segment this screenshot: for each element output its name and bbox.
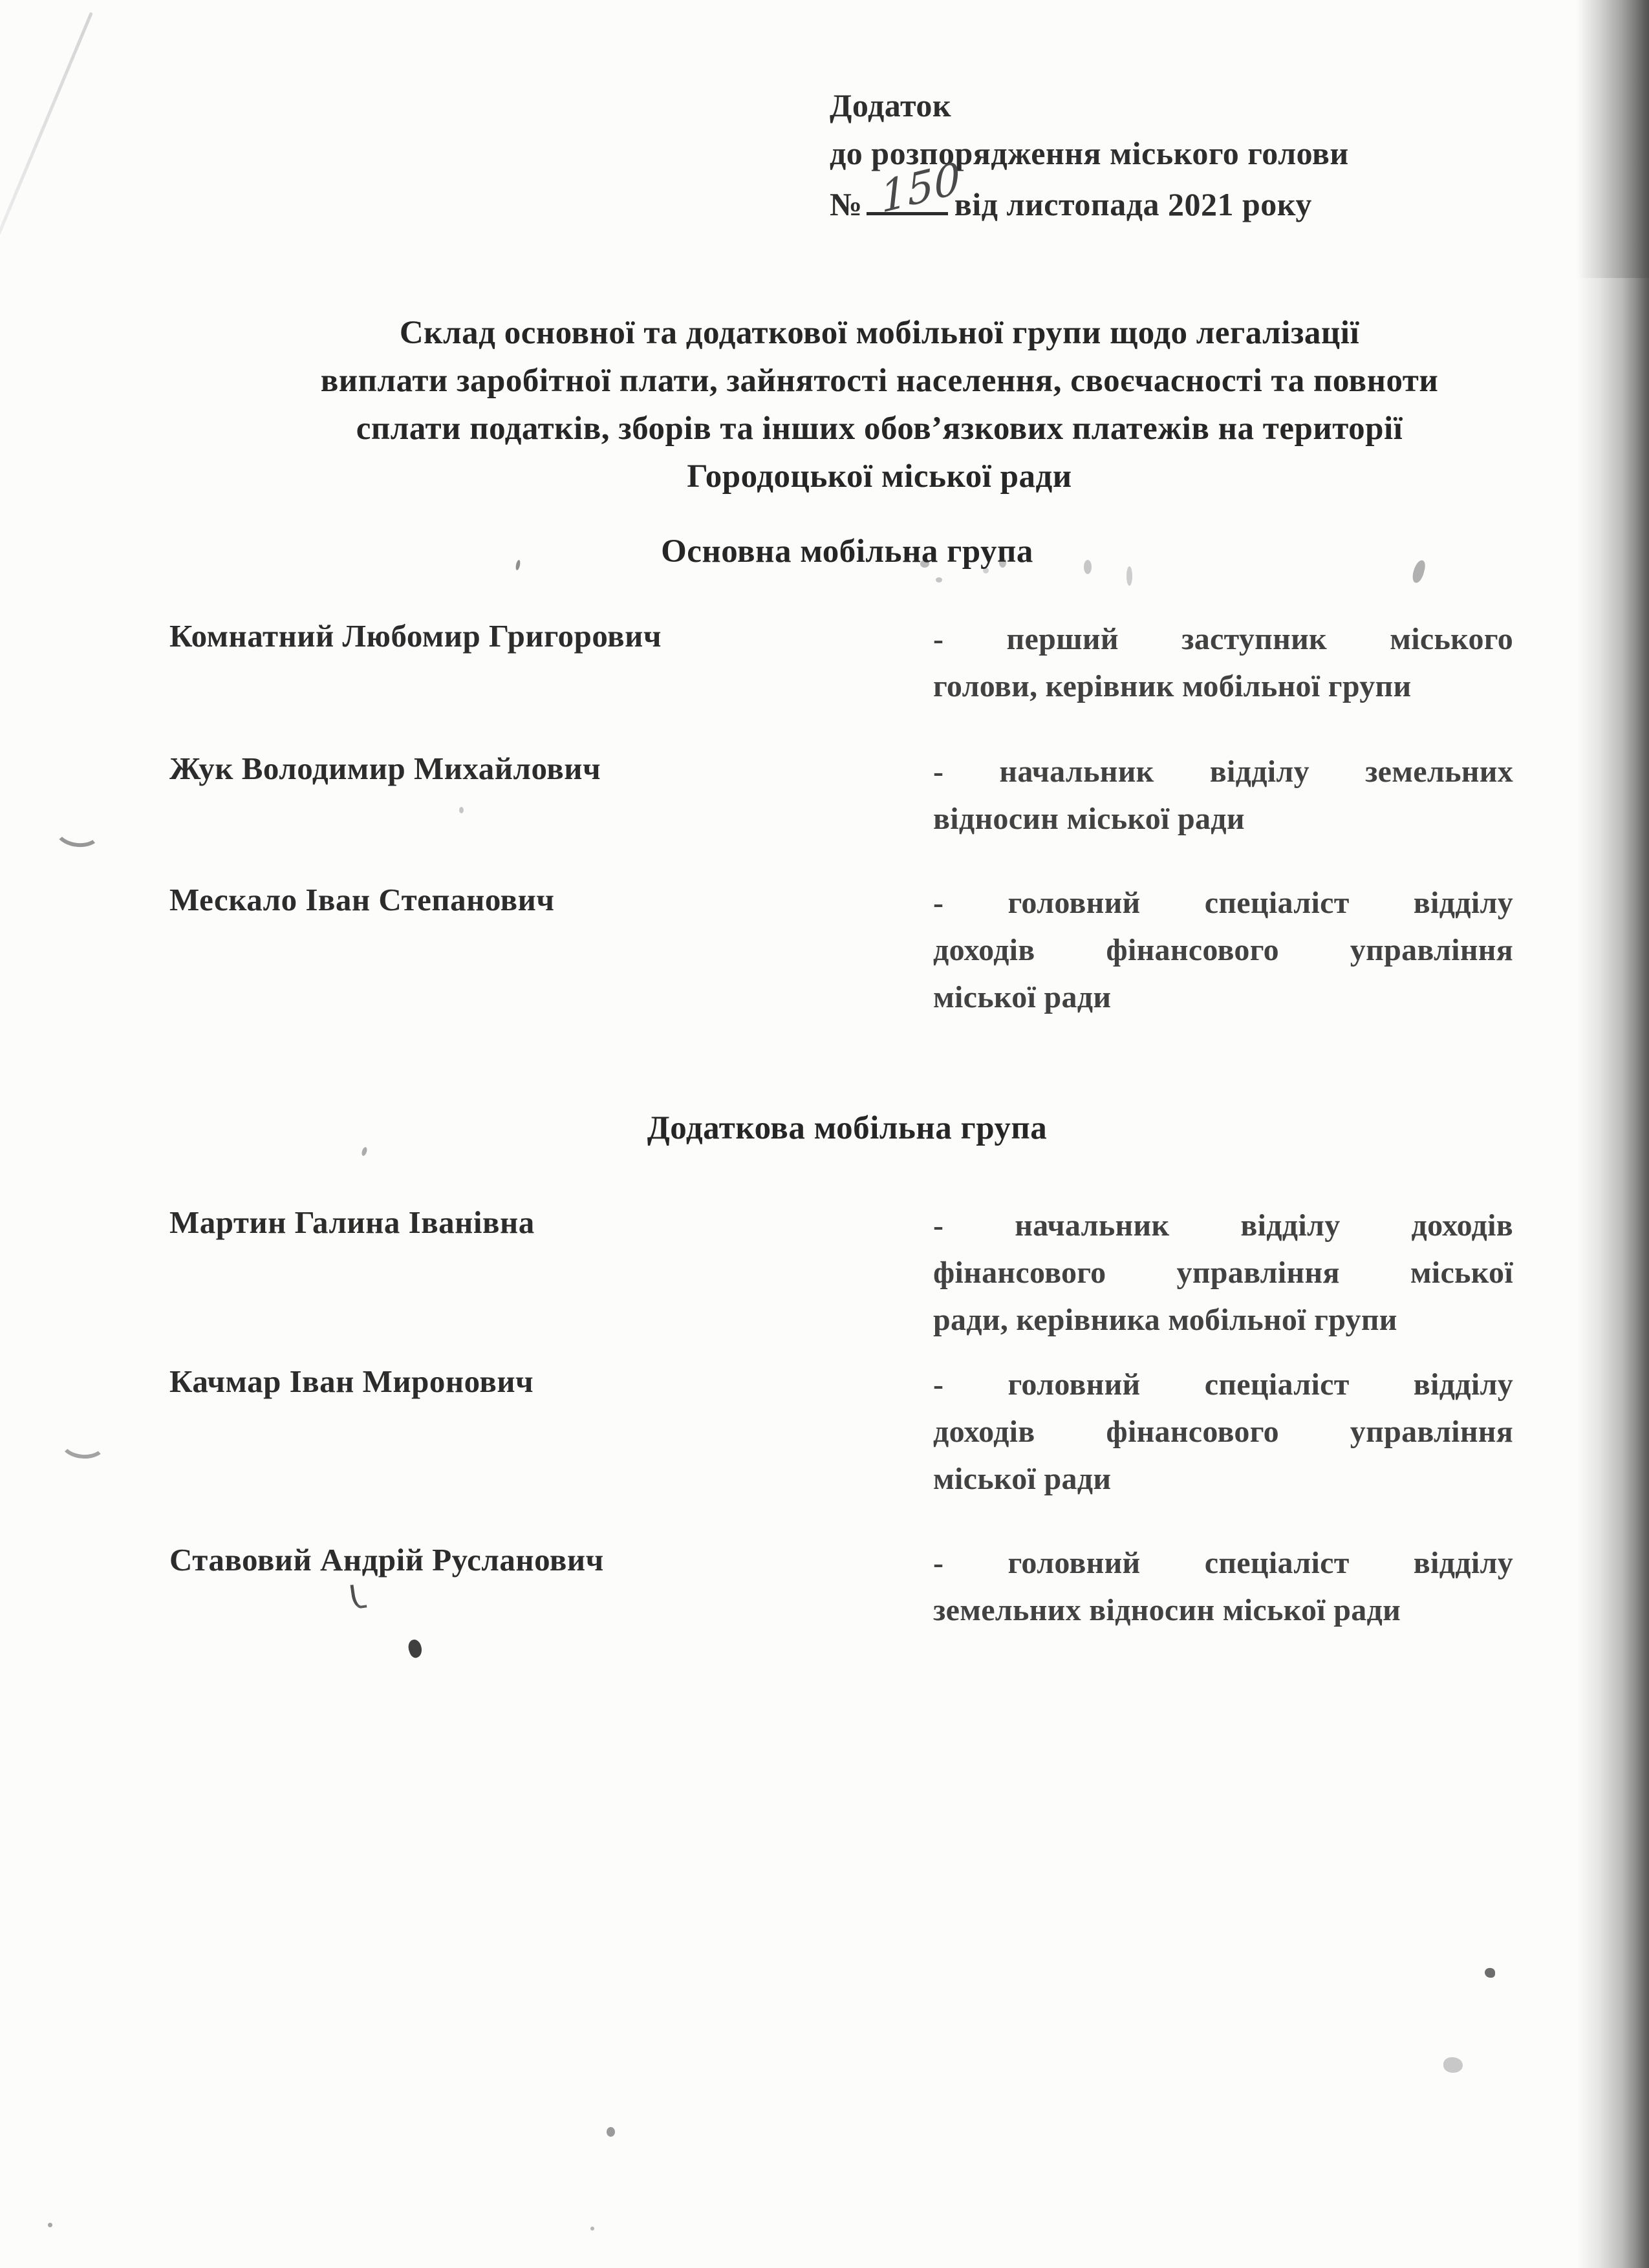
handwritten-number: 150 <box>878 153 963 223</box>
pen-crescent-mark <box>52 811 103 849</box>
member-name: Мескало Іван Степанович <box>169 882 555 917</box>
member-position-line: міської ради <box>933 980 1112 1014</box>
title-line: виплати заробітної плати, зайнятості населення, своєчасності та повноти <box>320 363 1439 399</box>
title-line: Городоцької міської ради <box>687 458 1072 495</box>
member-row <box>0 1541 1649 1627</box>
ink-speck <box>1485 1968 1495 1978</box>
member-position-line: земельних відносин міської ради <box>933 1593 1401 1627</box>
annex-header-line2: до розпорядження міського голови <box>830 135 1349 171</box>
member-position <box>933 748 1513 842</box>
ink-speck <box>459 807 464 813</box>
number-blank-underline <box>867 153 963 223</box>
title-line: Склад основної та додаткової мобільної групи щодо легалізації <box>399 315 1360 351</box>
ink-speck <box>607 2127 615 2137</box>
ink-speck <box>48 2223 52 2227</box>
member-position-line: - головний спеціаліст відділу <box>933 1367 1513 1402</box>
member-position-line: - головний спеціаліст відділу <box>933 1546 1513 1580</box>
member-position <box>933 1361 1513 1503</box>
member-position-line: доходів фінансового управління <box>933 933 1513 967</box>
member-row <box>0 617 1649 703</box>
pen-squiggle <box>350 1583 367 1610</box>
number-sign: № <box>830 186 863 222</box>
member-position <box>933 1202 1513 1343</box>
additional-group-heading: Додаткова мобільна група <box>647 1110 1048 1146</box>
member-position <box>933 879 1513 1021</box>
ink-tick <box>361 1146 368 1156</box>
ink-blot <box>406 1638 424 1659</box>
scan-edge-shadow <box>1577 0 1649 2268</box>
member-position-line: - начальник відділу доходів <box>933 1208 1513 1243</box>
scan-diagonal-line <box>0 12 93 235</box>
document-title <box>220 309 1539 500</box>
ink-smudge <box>1443 2057 1463 2073</box>
member-position-line: фінансового управління міської <box>933 1256 1513 1290</box>
member-row <box>0 750 1649 836</box>
annex-header-date-text: від листопада 2021 року <box>954 186 1312 222</box>
member-row <box>0 1204 1649 1337</box>
member-position-line: - перший заступник міського <box>933 622 1513 656</box>
member-position-line: голови, керівник мобільної групи <box>933 669 1412 703</box>
member-position-line: - начальник відділу земельних <box>933 754 1513 789</box>
ink-speck <box>936 577 942 583</box>
annex-header-line1: Додаток <box>830 87 952 123</box>
member-name: Ставовий Андрій Русланович <box>169 1542 604 1578</box>
member-position-line: ради, керівника мобільної групи <box>933 1303 1397 1337</box>
member-name: Комнатний Любомир Григорович <box>169 618 662 654</box>
member-position <box>933 1539 1513 1634</box>
title-line: сплати податків, зборів та інших обов’язкових платежів на території <box>356 411 1403 447</box>
member-position-line: відносин міської ради <box>933 802 1245 836</box>
main-group-heading: Основна мобільна група <box>661 533 1033 570</box>
member-name: Жук Володимир Михайлович <box>169 751 601 786</box>
member-position-line: міської ради <box>933 1462 1112 1496</box>
scan-edge-shadow-top <box>1558 0 1649 278</box>
member-row <box>0 881 1649 1014</box>
pen-crescent-mark <box>58 1423 108 1460</box>
member-position <box>933 615 1513 710</box>
member-name: Мартин Галина Іванівна <box>169 1204 535 1240</box>
member-name: Качмар Іван Миронович <box>169 1364 534 1399</box>
ink-speck <box>590 2227 594 2231</box>
member-position-line: - головний спеціаліст відділу <box>933 886 1513 920</box>
annex-header <box>830 81 1476 228</box>
member-position-line: доходів фінансового управління <box>933 1415 1513 1449</box>
member-row <box>0 1363 1649 1496</box>
